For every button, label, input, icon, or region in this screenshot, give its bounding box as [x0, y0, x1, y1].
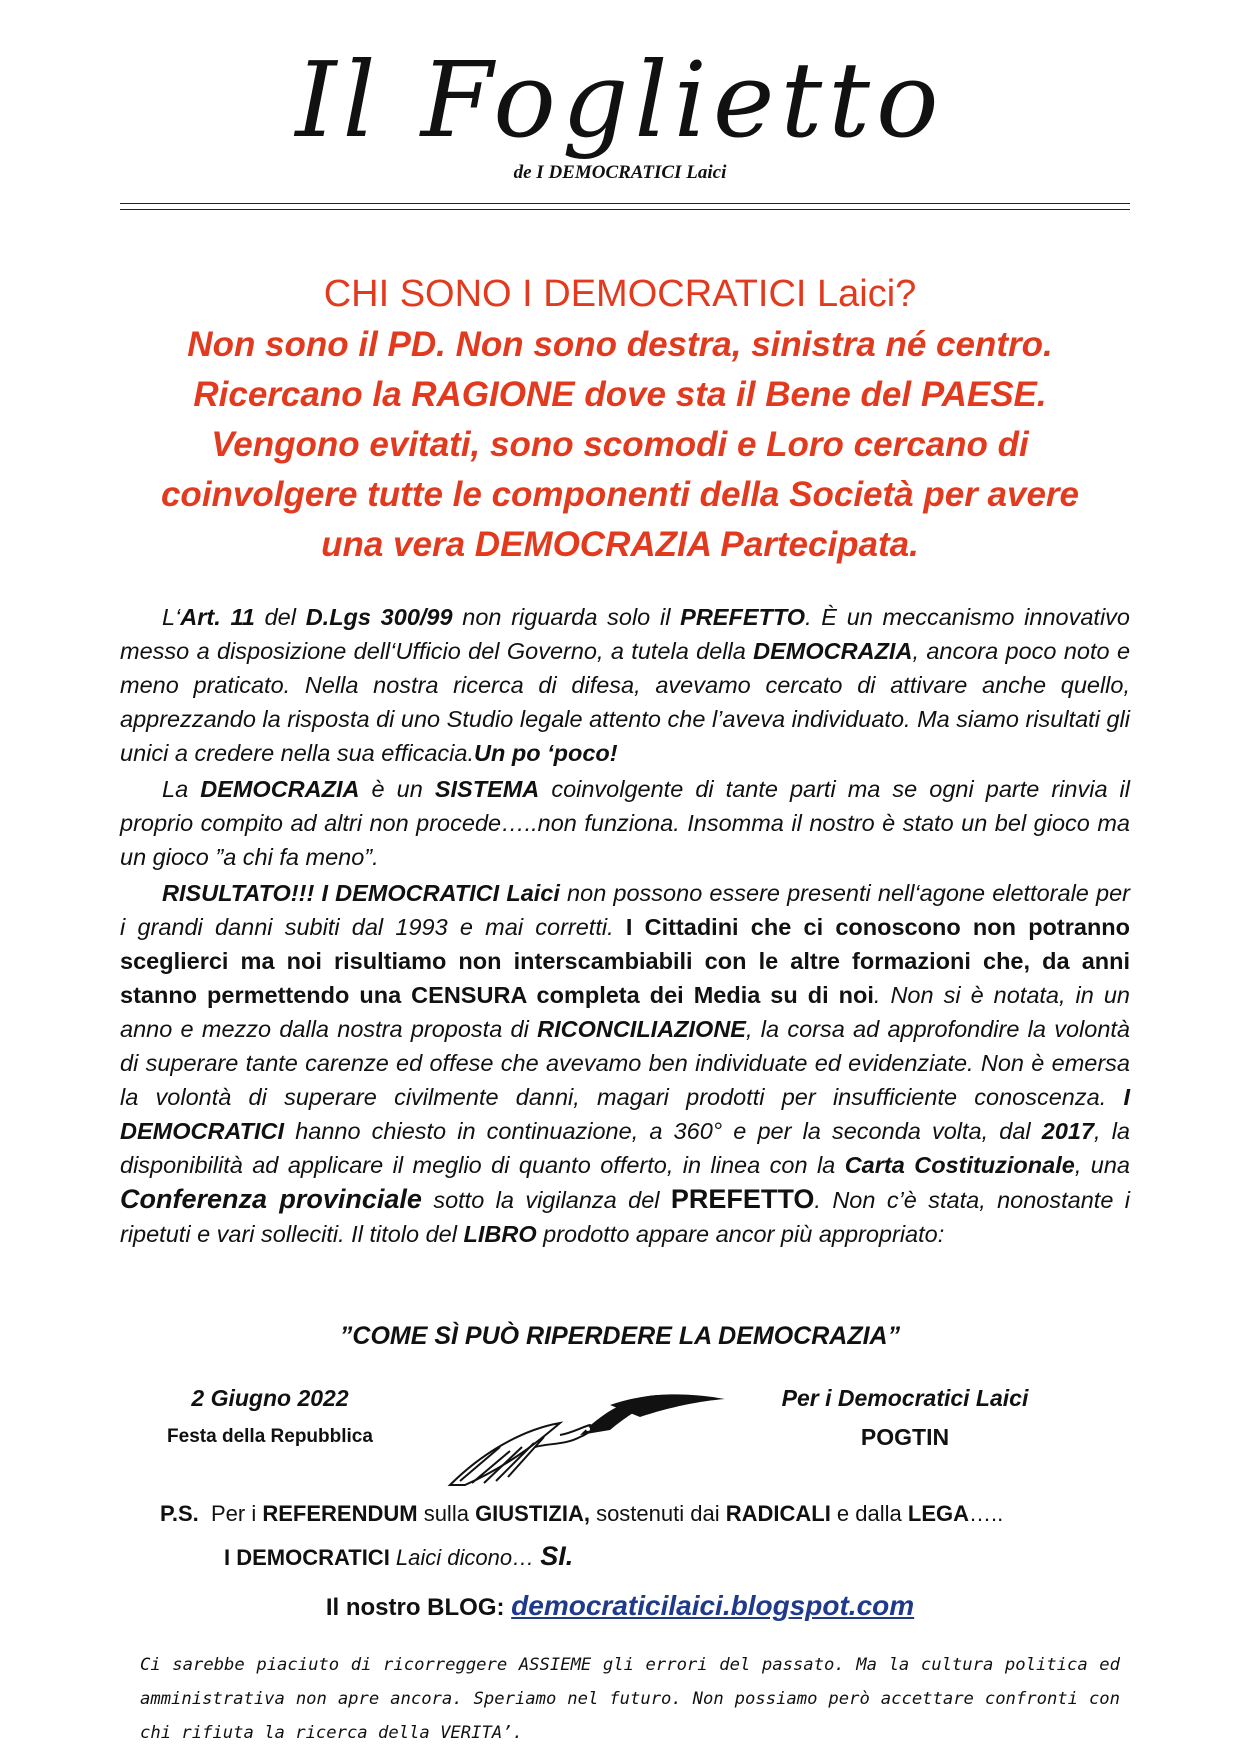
ps-prefix: P.S. [160, 1501, 199, 1526]
blog-label: Il nostro BLOG: [325, 1594, 505, 1621]
masthead-subtitle: de I DEMOCRATICI Laici [513, 162, 727, 183]
text-bold: RADICALI [725, 1501, 831, 1526]
date: 2 Giugno 2022 [191, 1385, 349, 1411]
text: del [254, 604, 306, 630]
text: , ancora poco noto e meno praticato. Nella nostra ricerca di difesa, avevamo cercato di attivare anche quello, apprezzando la risposta di uno Studio legale attento che l’aveva individuato. Ma siamo risultati gli unici a credere nella sua efficacia. [120, 638, 1131, 766]
headline-line: coinvolgere tutte le componenti della Società per avere [160, 475, 1080, 514]
text: hanno chiesto in continuazione, a 360° e per la seconda volta, dal [284, 1118, 1042, 1144]
text: La [162, 776, 201, 802]
article-body [120, 600, 1130, 1253]
signature-date-block [140, 1385, 400, 1448]
text: sostenuti dai [589, 1501, 726, 1526]
text-bold: PREFETTO [670, 1184, 815, 1214]
author-name: POGTIN [860, 1424, 950, 1450]
text-bold: I DEMOCRATICI [224, 1545, 390, 1570]
text-bold: REFERENDUM [262, 1501, 418, 1526]
text: Laici dicono… [389, 1545, 541, 1570]
text: coinvolgente di tante parti ma se ogni parte rinvia il proprio compito ad altri non procede…..non funziona. Insomma il nostro è stato un bel gioco ma un gioco ”a chi fa meno”. [120, 776, 1131, 870]
ps-line-1 [160, 1497, 1140, 1531]
headline-line: Non sono il PD. Non sono destra, sinistra né centro. [187, 325, 1053, 364]
text: , la corsa ad approfondire la volontà di superare tante carenze ed offese che avevamo ben individuate ed evidenziate. Non è emersa la volontà di superare civilmente danni, magari prodotti per insufficiente conoscenza. [120, 1016, 1130, 1110]
text: prodotto appare ancor più appropriato: [536, 1221, 945, 1247]
text-bold: Carta Costituzionale [844, 1152, 1075, 1178]
headline-line: Ricercano la RAGIONE dove sta il Bene del PAESE. [193, 375, 1047, 414]
masthead-title: Il Foglietto [295, 39, 945, 161]
text-bold: SI. [540, 1541, 574, 1571]
blog-link[interactable]: democraticilaici.blogspot.com [511, 1590, 915, 1621]
text-bold: I Cittadini che ci conoscono non potranno sceglierci ma noi risultiamo non interscambiabili con le altre formazioni che, da anni stanno permettendo una CENSURA completa dei Media su di noi [120, 914, 1131, 1008]
text: non possono essere presenti nell‘agone elettorale per i grandi danni subiti dal 1993 e mai corretti. [120, 880, 1130, 940]
text: sulla [417, 1501, 476, 1526]
occasion: Festa della Repubblica [167, 1426, 373, 1447]
text-bold: I DEMOCRATICI [120, 1084, 1130, 1144]
text-bold: D.Lgs 300/99 [305, 604, 453, 630]
headline-line: Vengono evitati, sono scomodi e Loro cercano di [211, 425, 1029, 464]
book-title: ”COME SÌ PUÒ RIPERDERE LA DEMOCRAZIA” [339, 1322, 901, 1350]
text: . È un meccanismo innovativo messo a disposizione dell‘Ufficio del Governo, a tutela della [120, 604, 1130, 664]
text: . Non si è notata, in un anno e mezzo dalla nostra proposta di [120, 982, 1130, 1042]
text-bold: 2017 [1041, 1118, 1095, 1144]
seagull-icon [440, 1385, 730, 1495]
text: ….. [969, 1501, 1004, 1526]
text: sotto la vigilanza del [421, 1187, 671, 1213]
text: e dalla [830, 1501, 908, 1526]
text-bold: LIBRO [463, 1221, 537, 1247]
blog-line [0, 1590, 1240, 1622]
text-bold: RICONCILIAZIONE [537, 1016, 746, 1042]
text-bold: GIUSTIZIA, [475, 1501, 590, 1526]
text-bold: Art. 11 [180, 604, 255, 630]
signature-author-block [740, 1385, 1070, 1451]
text-bold: Un po ‘poco! [474, 740, 618, 766]
text-bold: LEGA [907, 1501, 969, 1526]
headline [100, 268, 1140, 570]
headline-title: CHI SONO I DEMOCRATICI Laici? [323, 273, 917, 315]
text: non riguarda solo il [452, 604, 681, 630]
text-bold: SISTEMA [434, 776, 540, 802]
postscript [160, 1497, 1140, 1575]
divider-top [120, 203, 1130, 204]
text-bold: DEMOCRAZIA [753, 638, 913, 664]
text-bold: Conferenza provinciale [120, 1184, 422, 1214]
text: . Non c’è stata, nonostante i ripetuti e vari solleciti. Il titolo del [120, 1187, 1130, 1247]
masthead [0, 40, 1240, 184]
footer-note: Ci sarebbe piaciuto di ricorreggere ASSIEME gli errori del passato. Ma la cultura politica ed amministrativa non apre ancora. Speriamo nel futuro. Non possiamo però accettare confronti con chi rifiuta la ricerca della VERITA’. [140, 1655, 1120, 1743]
text-bold: RISULTATO!!! I DEMOCRATICI Laici [162, 880, 560, 906]
text: , la disponibilità ad applicare il meglio di quanto offerto, in linea con la [120, 1118, 1130, 1178]
text: Per i [210, 1501, 263, 1526]
paragraph-3 [120, 876, 1130, 1251]
paragraph-1 [120, 600, 1130, 770]
for-label: Per i Democratici Laici [781, 1385, 1029, 1411]
text-bold: PREFETTO [680, 604, 806, 630]
divider-bottom [120, 209, 1130, 210]
text-bold: DEMOCRAZIA [200, 776, 360, 802]
text: , una [1074, 1152, 1130, 1178]
text: L‘ [162, 604, 181, 630]
text: è un [359, 776, 435, 802]
ps-line-2 [160, 1539, 1140, 1575]
paragraph-2 [120, 772, 1130, 874]
headline-line: una vera DEMOCRAZIA Partecipata. [321, 525, 919, 564]
